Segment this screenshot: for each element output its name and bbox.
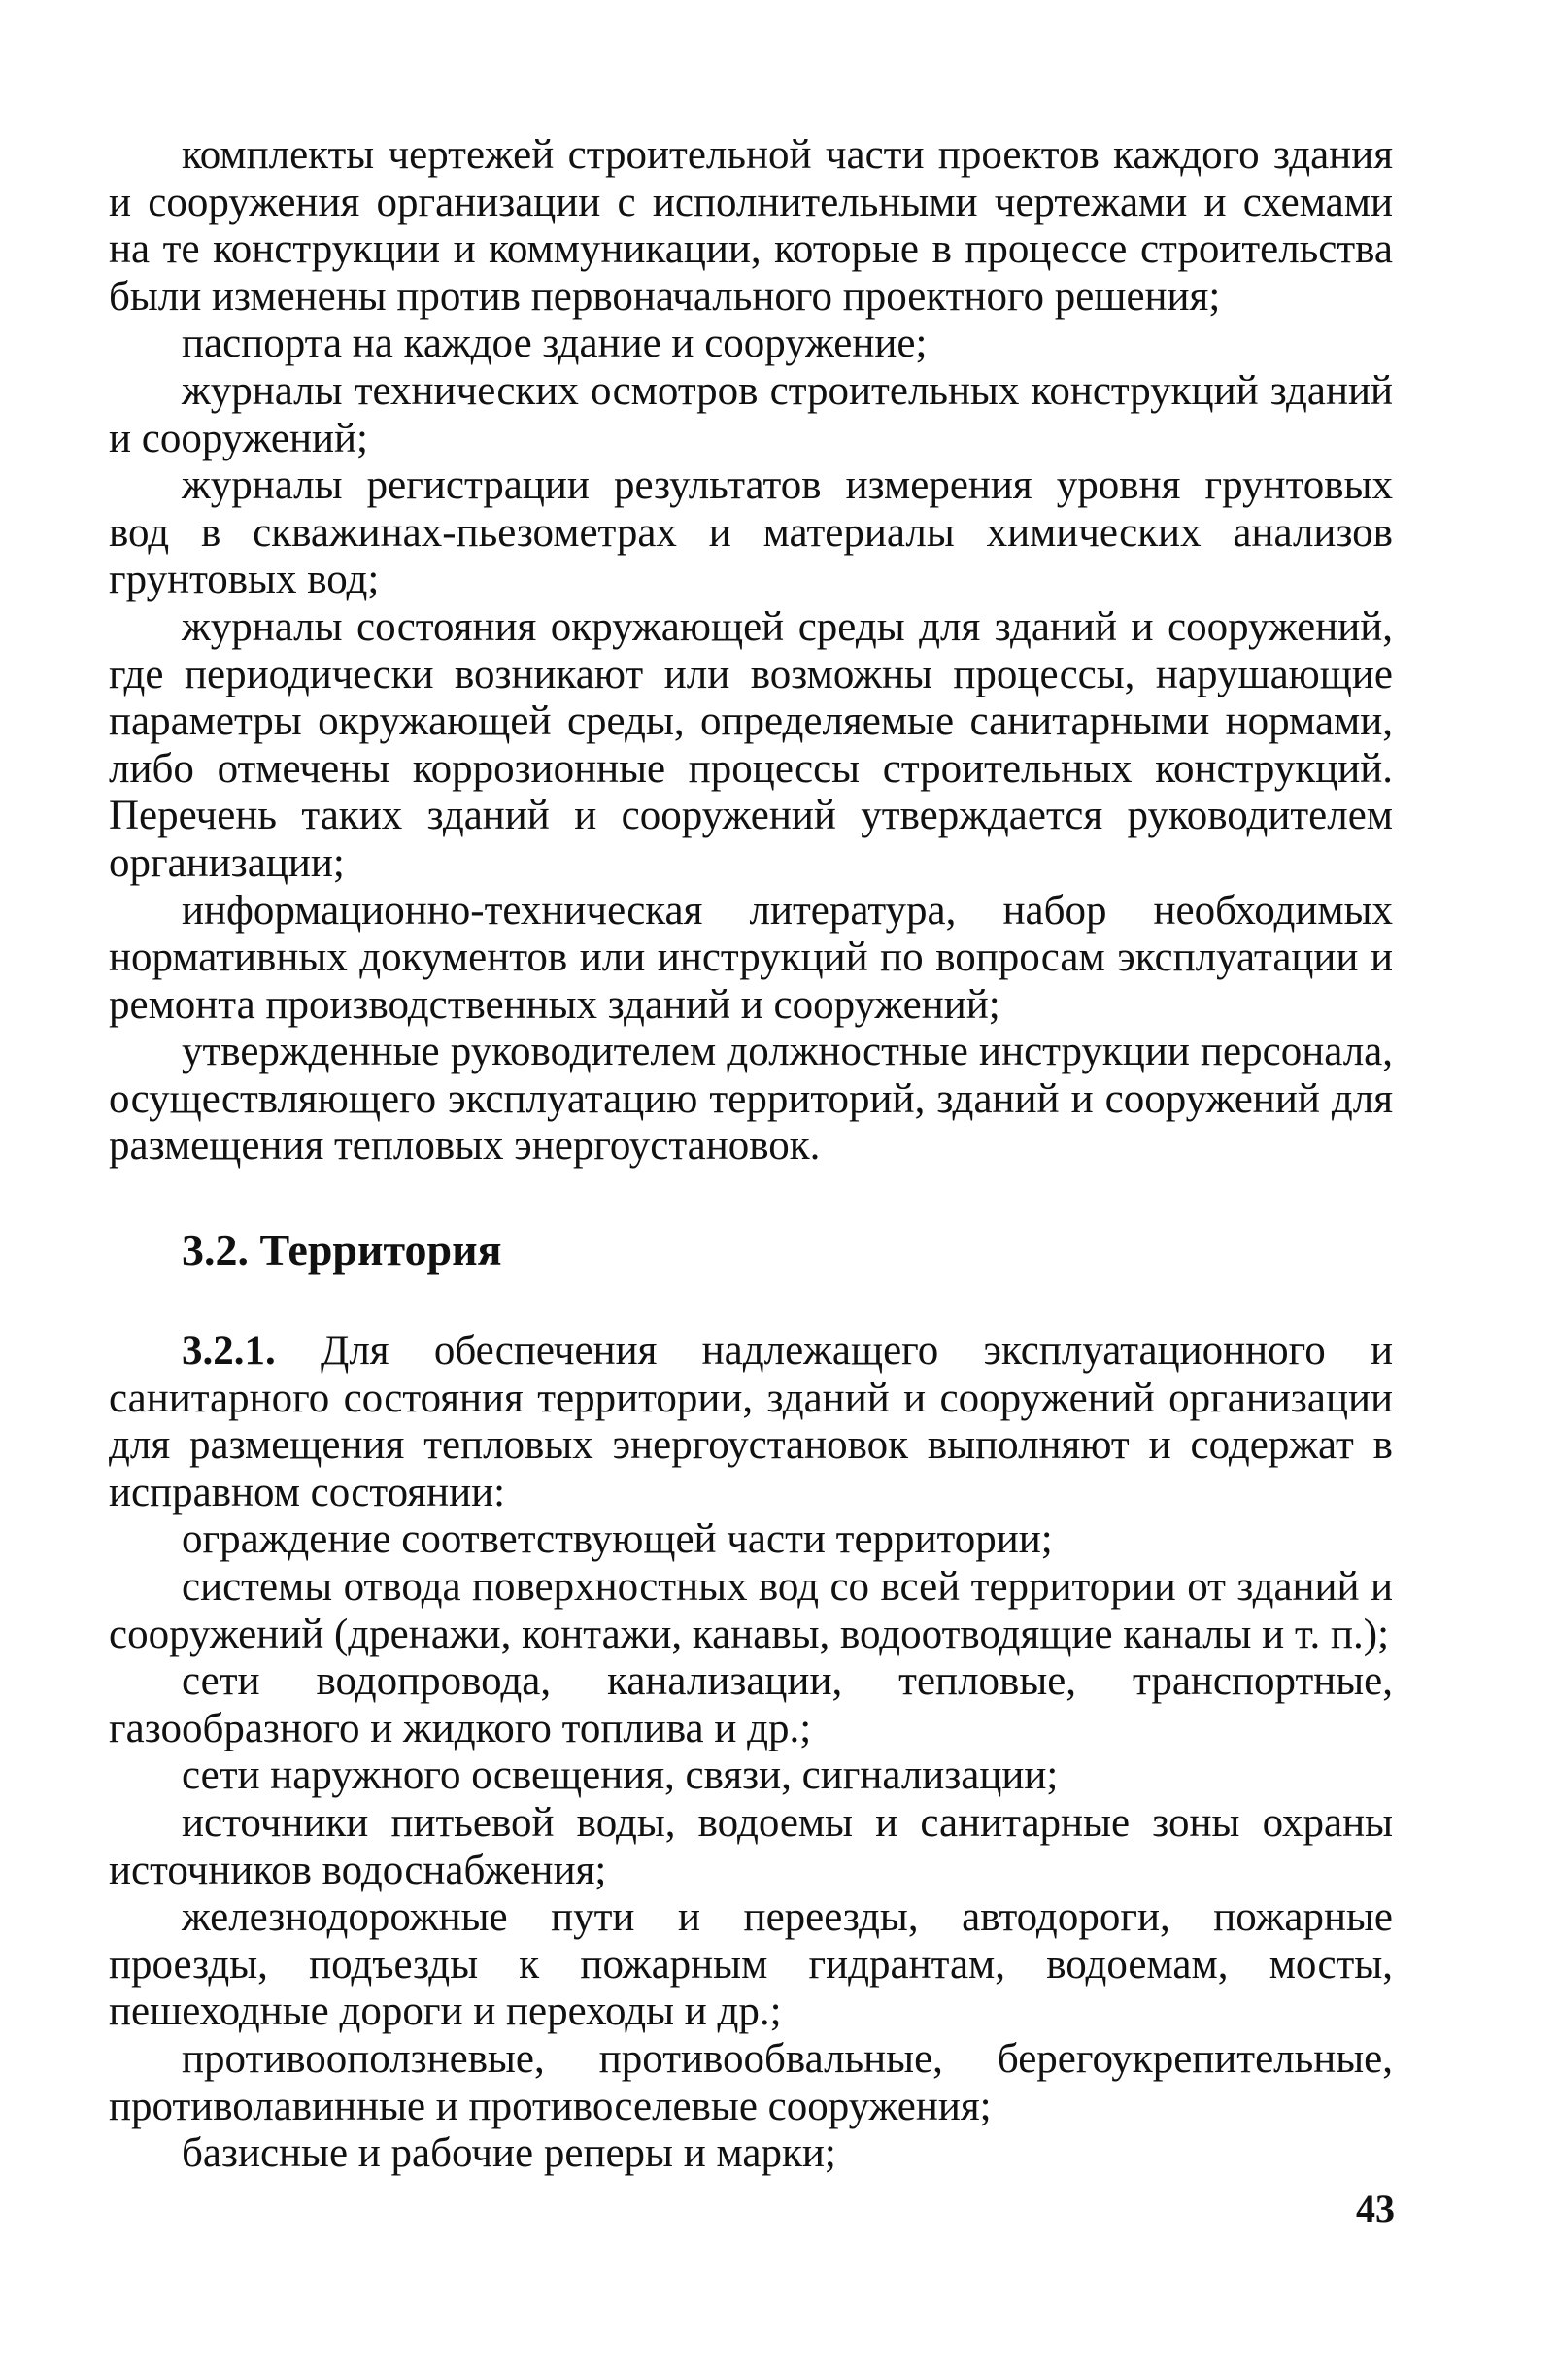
intro-paragraph: журналы технических осмотров строительных конструкций зданий и сооружений; <box>109 367 1393 461</box>
list-item: базисные и рабочие реперы и марки; <box>182 2130 836 2177</box>
intro-paragraph: комплекты чертежей строительной части проектов каждого здания и сооружения организации с исполнительными чертежами и схемами на те конструкции и коммуникации, которые в процессе строительства были изменены против первоначального проектного решения; <box>109 132 1393 320</box>
list-item: сети наружного освещения, связи, сигнализации; <box>182 1752 1059 1799</box>
list-item: ограждение соответствующей части территории; <box>182 1516 1053 1563</box>
page-body <box>109 132 1393 2178</box>
intro-paragraph: журналы состояния окружающей среды для зданий и сооружений, где периодически возникают или возможны процессы, нарушающие параметры окружающей среды, определяемые санитарными нормами, либо отмечены коррозионные процессы строительных конструкций. Перечень таких зданий и сооружений утверждается руководителем организации; <box>109 603 1393 886</box>
clause-paragraph <box>109 1328 1393 1516</box>
list-item: сети водопровода, канализации, тепловые, транспортные, газообразного и жидкого топлива и др.; <box>109 1658 1393 1751</box>
list-item: противооползневые, противообвальные, берегоукрепительные, противолавинные и противоселевые сооружения; <box>109 2035 1393 2129</box>
clause-number: 3.2.1. <box>182 1328 276 1375</box>
intro-paragraph: журналы регистрации результатов измерения уровня грунтовых вод в скважинах-пьезометрах и материалы химических анализов грунтовых вод; <box>109 462 1393 603</box>
intro-paragraph: информационно-техническая литература, набор необходимых нормативных документов или инструкций по вопросам эксплуатации и ремонта производственных зданий и сооружений; <box>109 887 1393 1028</box>
list-item: источники питьевой воды, водоемы и санитарные зоны охраны источников водоснабжения; <box>109 1800 1393 1893</box>
intro-paragraph: утвержденные руководителем должностные инструкции персонала, осуществляющего эксплуатацию территорий, зданий и сооружений для размещения тепловых энергоустановок. <box>109 1029 1393 1170</box>
page-number: 43 <box>1356 2187 1395 2230</box>
list-item: железнодорожные пути и переезды, автодороги, пожарные проезды, подъезды к пожарным гидрантам, водоемам, мосты, пешеходные дороги и переходы и др.; <box>109 1894 1393 2035</box>
intro-paragraph: паспорта на каждое здание и сооружение; <box>182 321 928 367</box>
list-item: системы отвода поверхностных вод со всей территории от зданий и сооружений (дренажи, контажи, канавы, водоотводящие каналы и т. п.); <box>109 1564 1393 1657</box>
section-heading: 3.2. Территория <box>182 1225 502 1275</box>
clause-text: Для обеспечения надлежащего эксплуатационного и санитарного состояния территории, зданий и сооружений организации для размещения тепловых энергоустановок выполняют и содержат в исправном состоянии: <box>109 1328 1393 1515</box>
